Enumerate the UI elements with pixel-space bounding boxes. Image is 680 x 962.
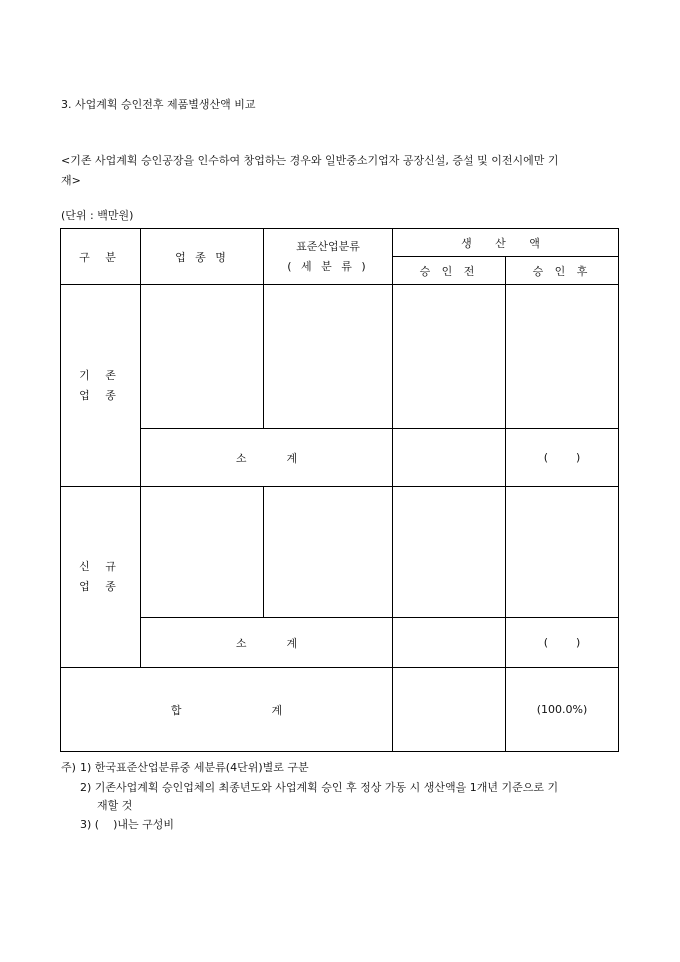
subtotal-right-char: 계 bbox=[286, 636, 298, 650]
subtotal-left-char: 소 bbox=[235, 451, 247, 465]
footnote-3: 3) ( )내는 구성비 bbox=[80, 818, 174, 831]
existing-label-line2: 업 종 bbox=[79, 388, 122, 402]
row-label-new bbox=[61, 487, 140, 667]
existing-section-bottom bbox=[60, 486, 619, 487]
col-divider-industry-mid bbox=[263, 486, 264, 618]
header-production: 생 산 액 bbox=[461, 236, 550, 250]
subtotal-right-char: 계 bbox=[286, 451, 298, 465]
note-line-2: 재> bbox=[61, 174, 81, 187]
total-ratio: (100.0%) bbox=[536, 703, 588, 716]
total-label bbox=[61, 668, 392, 751]
footnote-prefix: 주) bbox=[61, 761, 76, 774]
header-category: 구 분 bbox=[79, 250, 122, 264]
new-subtotal-ratio: ( ) bbox=[543, 636, 581, 649]
header-before-approval: 승 인 전 bbox=[419, 264, 479, 278]
header-industry-name: 업 종 명 bbox=[175, 250, 229, 264]
section-heading: 3. 사업계획 승인전후 제품별생산액 비교 bbox=[61, 98, 256, 111]
header-std-line1: 표준산업분류 bbox=[296, 239, 360, 253]
new-subtotal-label bbox=[141, 618, 392, 667]
new-label-line1: 신 규 bbox=[79, 560, 122, 573]
footnote-1: 1) 한국표준산업분류중 세분류(4단위)별로 구분 bbox=[80, 761, 309, 774]
existing-subtotal-ratio: ( ) bbox=[543, 451, 581, 464]
header-std-line2: ( 세 분 류 ) bbox=[287, 259, 369, 273]
footnote-2-line2: 재할 것 bbox=[97, 799, 133, 812]
total-right-char: 계 bbox=[271, 703, 283, 717]
header-after-approval: 승 인 후 bbox=[532, 264, 592, 278]
new-label-line2: 업 종 bbox=[79, 580, 122, 593]
col-divider-std bbox=[392, 228, 393, 752]
subtotal-left-char: 소 bbox=[235, 636, 247, 650]
header-standard-classification bbox=[264, 229, 392, 284]
table-border-right bbox=[618, 228, 619, 752]
total-left-char: 합 bbox=[170, 703, 182, 717]
footnote-2-line1: 2) 기존사업계획 승인업체의 최종년도와 사업계획 승인 후 정상 가동 시 생산액을 1개년 기준으로 기 bbox=[80, 781, 559, 794]
existing-subtotal-label bbox=[141, 429, 392, 486]
header-bottom-line bbox=[60, 284, 619, 285]
row-label-existing bbox=[61, 285, 140, 486]
unit-label: (단위 : 백만원) bbox=[61, 209, 134, 222]
table-border-bottom bbox=[60, 751, 619, 752]
existing-label-line1: 기 존 bbox=[79, 368, 122, 382]
note-line-1: <기존 사업계획 승인공장을 인수하여 창업하는 경우와 일반중소기업자 공장신설, 증설 및 이전시에만 기 bbox=[61, 154, 559, 167]
